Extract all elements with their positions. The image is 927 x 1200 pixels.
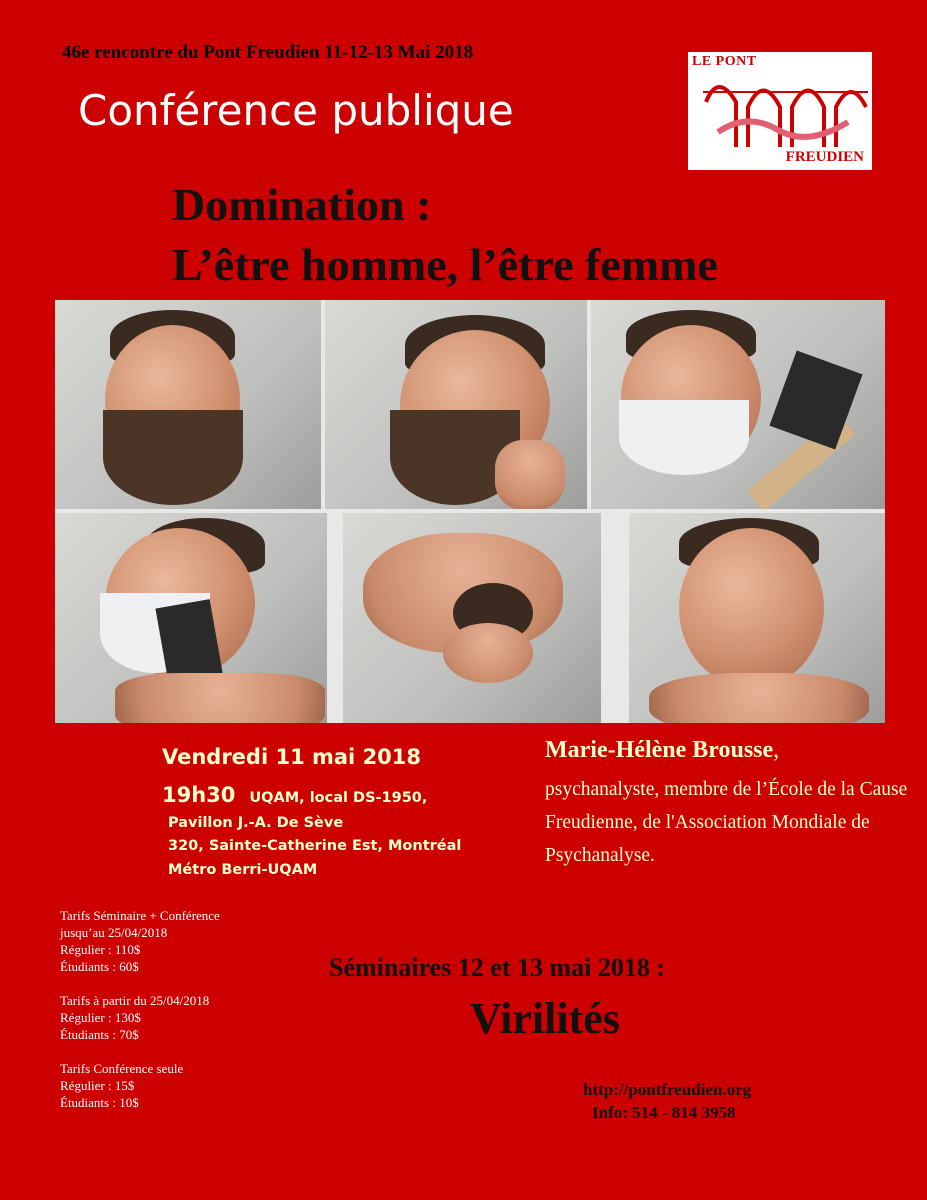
photo-washing-face — [343, 513, 601, 723]
speaker-name-comma: , — [773, 737, 780, 763]
pricing-line: Régulier : 15$ — [60, 1078, 135, 1093]
photo-shaving-axe — [55, 513, 327, 723]
photo-bearded-man-1 — [55, 300, 321, 509]
speaker-name-text: Marie-Hélène Brousse — [545, 737, 774, 763]
speaker-description: psychanalyste, membre de l’École de la Cause Freudienne, de l'Association Mondiale de Psychanalyse. — [545, 779, 908, 866]
conference-title — [172, 175, 718, 295]
logo-bottom-text: FREUDIEN — [785, 149, 864, 165]
pricing-block — [60, 907, 280, 1128]
pricing-line: Régulier : 130$ — [60, 1010, 141, 1025]
pricing-line: jusqu’au 25/04/2018 — [60, 925, 168, 940]
photo-foam-axe — [591, 300, 885, 509]
conference-subtitle: Conférence publique — [78, 86, 514, 135]
pricing-group — [60, 1060, 280, 1111]
logo-top-text: LE PONT — [692, 54, 757, 69]
pricing-group — [60, 907, 280, 975]
pricing-line: Étudiants : 60$ — [60, 959, 139, 974]
speaker-name — [545, 737, 779, 764]
seminars-heading: Séminaires 12 et 13 mai 2018 : — [329, 953, 666, 982]
event-metro: Métro Berri-UQAM — [168, 862, 318, 878]
event-time-location — [162, 783, 427, 807]
title-line-1: Domination : — [172, 179, 432, 230]
event-time: 19h30 — [162, 783, 236, 807]
pont-freudien-logo — [688, 52, 872, 170]
pricing-title: Tarifs à partir du 25/04/2018 — [60, 993, 210, 1008]
photo-clean-shaven — [629, 513, 885, 723]
event-location: UQAM, local DS-1950, — [249, 790, 428, 806]
event-building: Pavillon J.-A. De Sève — [168, 815, 344, 831]
pricing-title: Tarifs Séminaire + Conférence — [60, 908, 220, 923]
event-header-line: 46e rencontre du Pont Freudien 11-12-13 Mai 2018 — [62, 42, 474, 63]
contact-info: Info: 514 - 814 3958 — [592, 1103, 736, 1122]
pricing-line: Étudiants : 10$ — [60, 1095, 139, 1110]
title-line-2: L’être homme, l’être femme — [172, 239, 718, 290]
photo-bearded-man-2 — [325, 300, 587, 509]
event-address: 320, Sainte-Catherine Est, Montréal — [168, 838, 462, 854]
website-link[interactable]: http://pontfreudien.org — [583, 1080, 752, 1099]
event-date: Vendredi 11 mai 2018 — [162, 745, 422, 769]
seminars-theme: Virilités — [470, 994, 620, 1043]
photo-collage — [55, 300, 885, 723]
pricing-group — [60, 992, 280, 1043]
pricing-line: Étudiants : 70$ — [60, 1027, 139, 1042]
pricing-line: Régulier : 110$ — [60, 942, 141, 957]
pricing-title: Tarifs Conférence seule — [60, 1061, 184, 1076]
